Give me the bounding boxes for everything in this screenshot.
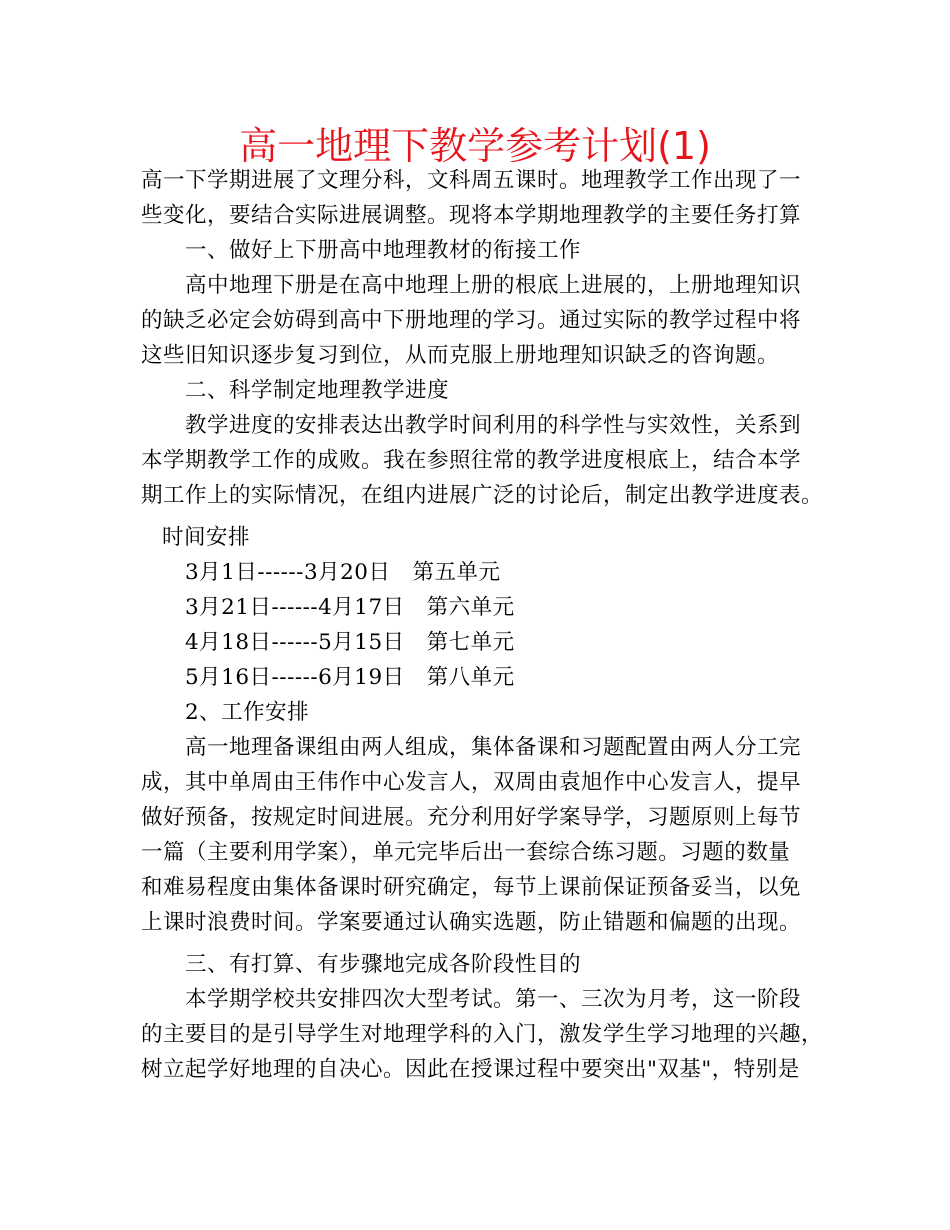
paragraph-line: 些变化，要结合实际进展调整。现将本学期地理教学的主要任务打算 xyxy=(141,203,802,228)
schedule-row: 4月18日------5月15日 第七单元 xyxy=(185,630,515,655)
paragraph-line: 的主要目的是引导学生对地理学科的入门，激发学生学习地理的兴趣， xyxy=(141,1022,824,1047)
paragraph-line: 树立起学好地理的自决心。因此在授课过程中要突出"双基"，特别是 xyxy=(141,1057,800,1082)
paragraph-line: 高一下学期进展了文理分科，文科周五课时。地理教学工作出现了一 xyxy=(141,168,802,193)
section-heading: 三、有打算、有步骤地完成各阶段性目的 xyxy=(185,952,582,977)
paragraph-line: 期工作上的实际情况，在组内进展广泛的讨论后，制定出教学进度表。 xyxy=(141,483,824,508)
paragraph-line: 的缺乏必定会妨碍到高中下册地理的学习。通过实际的教学过程中将 xyxy=(141,308,802,333)
paragraph-line: 成，其中单周由王伟作中心发言人，双周由袁旭作中心发言人，提早 xyxy=(141,770,802,795)
paragraph-line: 本学期学校共安排四次大型考试。第一、三次为月考，这一阶段 xyxy=(185,987,802,1012)
paragraph-line: 和难易程度由集体备课时研究确定，每节上课前保证预备妥当，以免 xyxy=(141,875,802,900)
schedule-heading: 时间安排 xyxy=(162,525,251,550)
paragraph-line: 本学期教学工作的成败。我在参照往常的教学进度根底上，结合本学 xyxy=(141,448,802,473)
paragraph-line: 一篇（主要利用学案），单元完毕后出一套综合练习题。习题的数量 xyxy=(141,840,791,865)
section-heading: 2、工作安排 xyxy=(185,700,310,725)
paragraph-line: 做好预备，按规定时间进展。充分利用好学案导学，习题原则上每节 xyxy=(141,805,802,830)
schedule-row: 5月16日------6月19日 第八单元 xyxy=(185,665,515,690)
paragraph-line: 上课时浪费时间。学案要通过认确实选题，防止错题和偏题的出现。 xyxy=(141,910,802,935)
paragraph-line: 高中地理下册是在高中地理上册的根底上进展的，上册地理知识 xyxy=(185,273,802,298)
section-heading: 二、科学制定地理教学进度 xyxy=(185,378,450,403)
schedule-row: 3月21日------4月17日 第六单元 xyxy=(185,595,515,620)
schedule-row: 3月1日------3月20日 第五单元 xyxy=(185,560,501,585)
paragraph-line: 高一地理备课组由两人组成，集体备课和习题配置由两人分工完 xyxy=(185,735,802,760)
paragraph-line: 教学进度的安排表达出教学时间利用的科学性与实效性，关系到 xyxy=(185,413,802,438)
document-title: 高一地理下教学参考计划(1) xyxy=(239,124,711,168)
paragraph-line: 这些旧知识逐步复习到位，从而克服上册地理知识缺乏的咨询题。 xyxy=(141,343,780,368)
section-heading: 一、做好上下册高中地理教材的衔接工作 xyxy=(185,238,582,263)
